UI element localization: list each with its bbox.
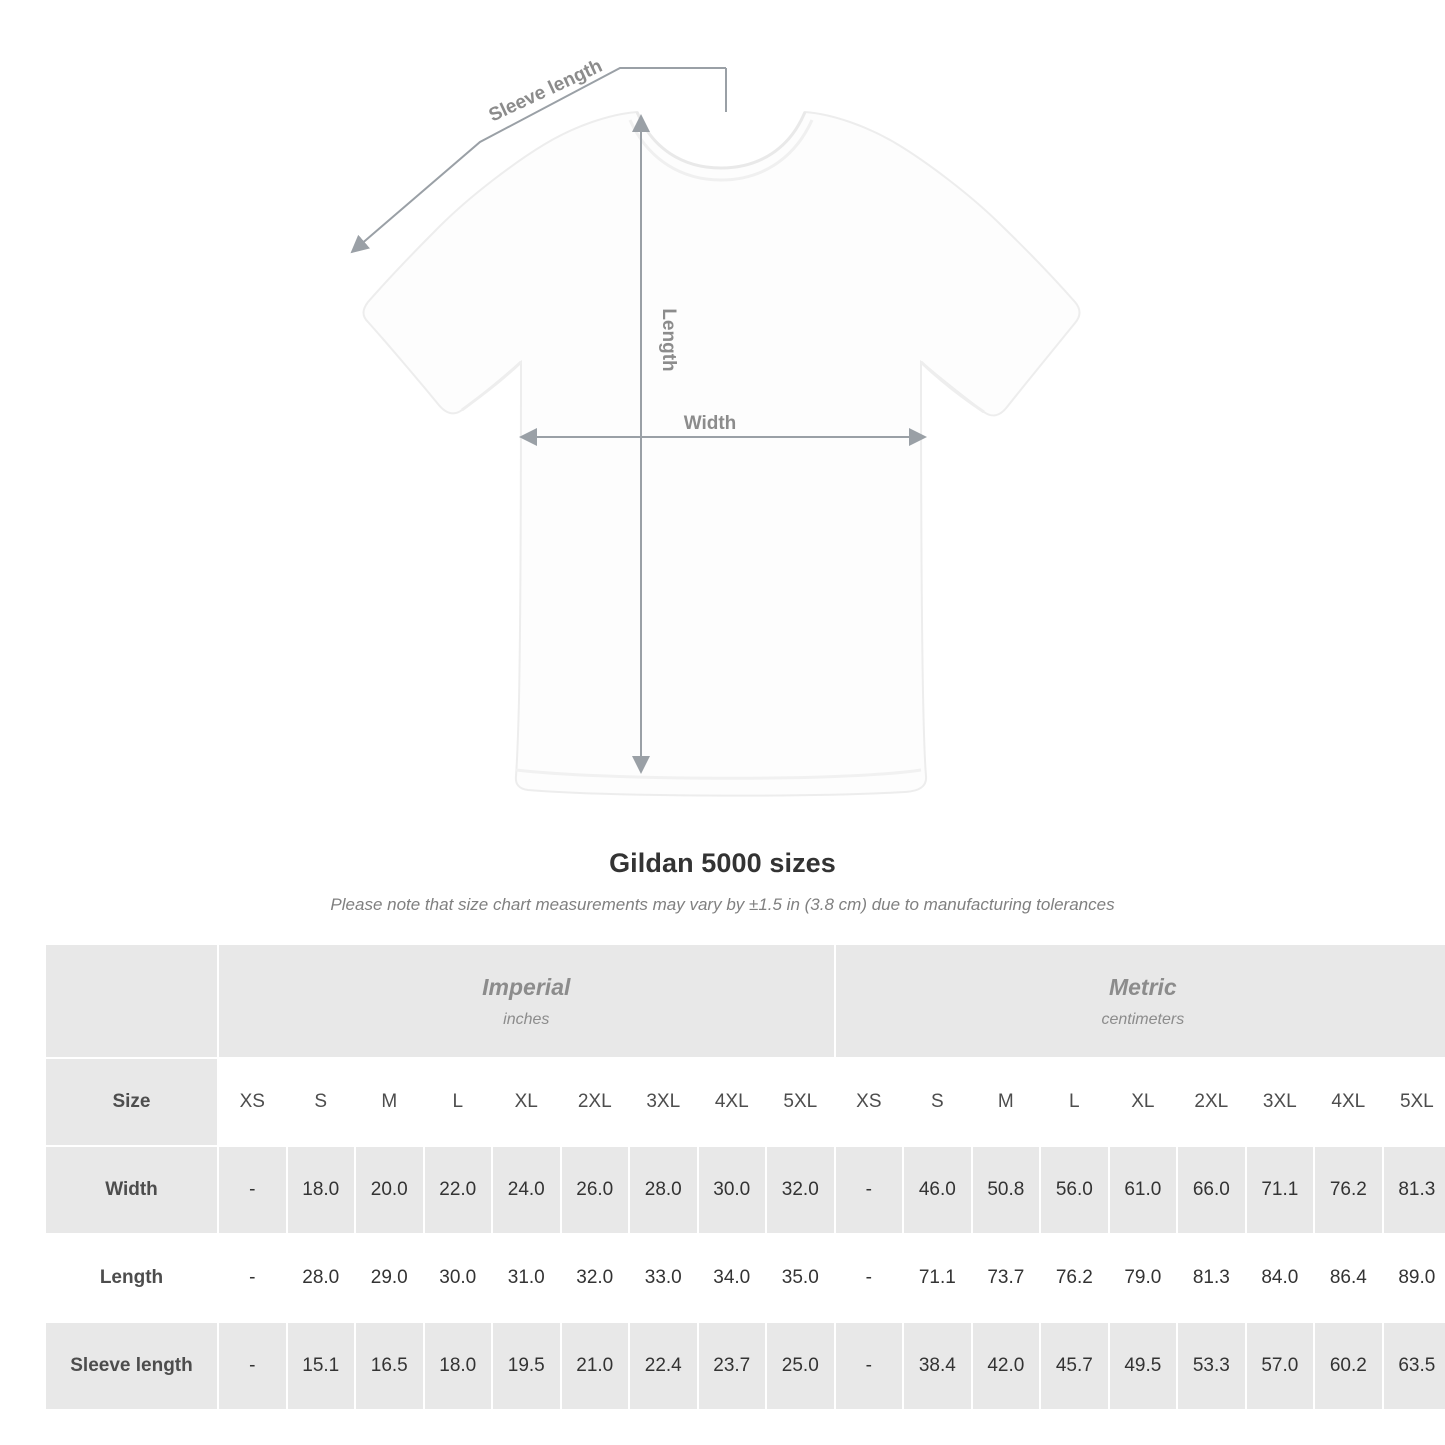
cell-length-metric-xl: 79.0: [1109, 1234, 1178, 1322]
cell-sleeve-metric-m: 42.0: [972, 1322, 1041, 1410]
cell-length-metric-2xl: 81.3: [1177, 1234, 1246, 1322]
cell-width-imperial-5xl: 32.0: [766, 1146, 835, 1234]
size-col-imperial-xl: XL: [492, 1058, 561, 1146]
size-col-imperial-xs: XS: [218, 1058, 287, 1146]
cell-length-imperial-2xl: 32.0: [561, 1234, 630, 1322]
cell-sleeve-imperial-xs: -: [218, 1322, 287, 1410]
unit-group-imperial: [218, 944, 835, 1058]
imperial-name: Imperial: [482, 973, 571, 1000]
size-col-metric-xl: XL: [1109, 1058, 1178, 1146]
cell-width-metric-xl: 61.0: [1109, 1146, 1178, 1234]
size-col-imperial-5xl: 5XL: [766, 1058, 835, 1146]
cell-length-imperial-l: 30.0: [424, 1234, 493, 1322]
cell-width-imperial-l: 22.0: [424, 1146, 493, 1234]
cell-length-metric-4xl: 86.4: [1314, 1234, 1383, 1322]
size-col-metric-m: M: [972, 1058, 1041, 1146]
row-label-width: Width: [45, 1146, 218, 1234]
size-col-metric-3xl: 3XL: [1246, 1058, 1315, 1146]
cell-length-imperial-3xl: 33.0: [629, 1234, 698, 1322]
cell-length-imperial-m: 29.0: [355, 1234, 424, 1322]
size-col-metric-4xl: 4XL: [1314, 1058, 1383, 1146]
size-col-imperial-l: L: [424, 1058, 493, 1146]
table-row: [45, 1322, 1445, 1410]
length-label: Length: [658, 308, 679, 372]
cell-sleeve-imperial-m: 16.5: [355, 1322, 424, 1410]
cell-sleeve-metric-3xl: 57.0: [1246, 1322, 1315, 1410]
cell-sleeve-metric-xs: -: [835, 1322, 904, 1410]
cell-width-imperial-2xl: 26.0: [561, 1146, 630, 1234]
cell-length-metric-xs: -: [835, 1234, 904, 1322]
cell-sleeve-imperial-4xl: 23.7: [698, 1322, 767, 1410]
cell-width-imperial-m: 20.0: [355, 1146, 424, 1234]
cell-length-imperial-4xl: 34.0: [698, 1234, 767, 1322]
cell-width-metric-5xl: 81.3: [1383, 1146, 1445, 1234]
size-col-metric-5xl: 5XL: [1383, 1058, 1445, 1146]
page-title: Gildan 5000 sizes: [609, 848, 836, 878]
width-label: Width: [683, 413, 737, 434]
cell-width-metric-s: 46.0: [903, 1146, 972, 1234]
cell-length-metric-3xl: 84.0: [1246, 1234, 1315, 1322]
cell-sleeve-metric-l: 45.7: [1040, 1322, 1109, 1410]
cell-length-metric-m: 73.7: [972, 1234, 1041, 1322]
table-row: [45, 1234, 1445, 1322]
cell-length-imperial-xs: -: [218, 1234, 287, 1322]
size-table-wrap: [44, 943, 1436, 1411]
size-header-label: Size: [45, 1058, 218, 1146]
cell-width-metric-2xl: 66.0: [1177, 1146, 1246, 1234]
cell-sleeve-imperial-5xl: 25.0: [766, 1322, 835, 1410]
cell-sleeve-imperial-3xl: 22.4: [629, 1322, 698, 1410]
tshirt-shape: [364, 112, 1080, 796]
size-col-metric-l: L: [1040, 1058, 1109, 1146]
cell-sleeve-metric-2xl: 53.3: [1177, 1322, 1246, 1410]
cell-sleeve-imperial-xl: 19.5: [492, 1322, 561, 1410]
imperial-unit: inches: [503, 1010, 550, 1028]
cell-width-imperial-xl: 24.0: [492, 1146, 561, 1234]
size-col-imperial-4xl: 4XL: [698, 1058, 767, 1146]
cell-length-imperial-s: 28.0: [287, 1234, 356, 1322]
cell-sleeve-imperial-l: 18.0: [424, 1322, 493, 1410]
size-col-metric-s: S: [903, 1058, 972, 1146]
cell-sleeve-metric-xl: 49.5: [1109, 1322, 1178, 1410]
size-header-row: [45, 1058, 1445, 1146]
sleeve-length-label: Sleeve length: [485, 55, 606, 127]
cell-sleeve-imperial-2xl: 21.0: [561, 1322, 630, 1410]
cell-width-metric-4xl: 76.2: [1314, 1146, 1383, 1234]
cell-width-metric-xs: -: [835, 1146, 904, 1234]
cell-width-imperial-s: 18.0: [287, 1146, 356, 1234]
cell-length-metric-s: 71.1: [903, 1234, 972, 1322]
size-col-metric-xs: XS: [835, 1058, 904, 1146]
title-block: [0, 848, 1445, 915]
metric-unit: centimeters: [1101, 1010, 1185, 1028]
unit-group-metric: [835, 944, 1445, 1058]
cell-sleeve-metric-4xl: 60.2: [1314, 1322, 1383, 1410]
cell-width-imperial-4xl: 30.0: [698, 1146, 767, 1234]
cell-width-imperial-3xl: 28.0: [629, 1146, 698, 1234]
cell-width-imperial-xs: -: [218, 1146, 287, 1234]
metric-name: Metric: [1108, 973, 1177, 1000]
size-col-metric-2xl: 2XL: [1177, 1058, 1246, 1146]
unit-header-row: [45, 944, 1445, 1058]
row-label-length: Length: [45, 1234, 218, 1322]
tolerance-note: Please note that size chart measurements may vary by ±1.5 in (3.8 cm) due to manufacturing tolerances: [330, 895, 1115, 914]
table-row: [45, 1146, 1445, 1234]
cell-length-imperial-xl: 31.0: [492, 1234, 561, 1322]
unit-header-spacer: [45, 944, 218, 1058]
cell-width-metric-m: 50.8: [972, 1146, 1041, 1234]
cell-sleeve-imperial-s: 15.1: [287, 1322, 356, 1410]
cell-sleeve-metric-s: 38.4: [903, 1322, 972, 1410]
cell-width-metric-l: 56.0: [1040, 1146, 1109, 1234]
cell-length-imperial-5xl: 35.0: [766, 1234, 835, 1322]
cell-width-metric-3xl: 71.1: [1246, 1146, 1315, 1234]
size-col-imperial-m: M: [355, 1058, 424, 1146]
size-table: [44, 943, 1445, 1411]
cell-sleeve-metric-5xl: 63.5: [1383, 1322, 1445, 1410]
size-col-imperial-s: S: [287, 1058, 356, 1146]
size-col-imperial-3xl: 3XL: [629, 1058, 698, 1146]
size-col-imperial-2xl: 2XL: [561, 1058, 630, 1146]
cell-length-metric-5xl: 89.0: [1383, 1234, 1445, 1322]
row-label-sleeve-length: Sleeve length: [45, 1322, 218, 1410]
cell-length-metric-l: 76.2: [1040, 1234, 1109, 1322]
